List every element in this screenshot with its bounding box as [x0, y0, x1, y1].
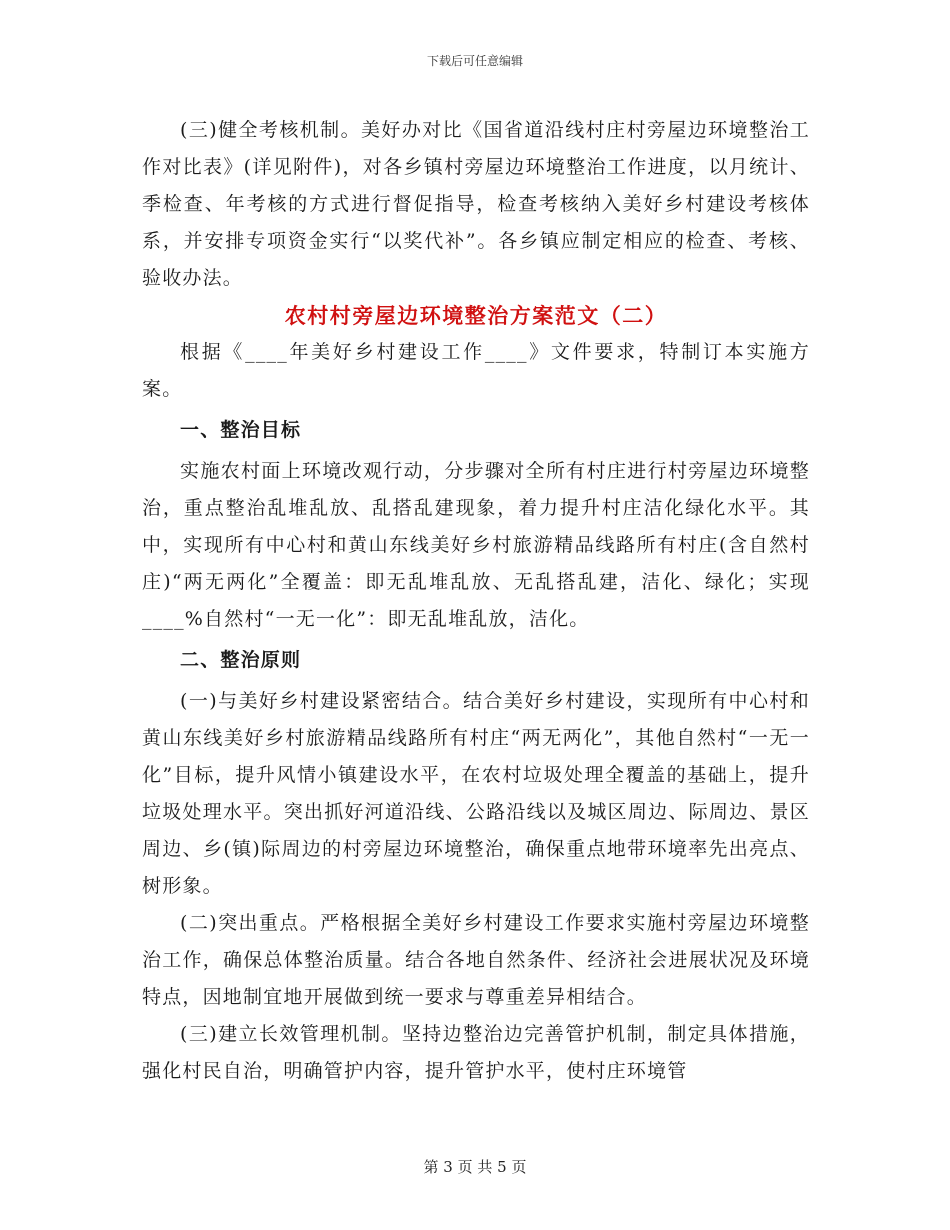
section-heading-principles: 二、整治原则 — [180, 649, 302, 671]
paragraph-intro: 根据《____年美好乡村建设工作____》文件要求，特制订本实施方案。 — [142, 341, 810, 400]
document-title: 农村村旁屋边环境整治方案范文（二） — [284, 303, 668, 328]
paragraph-principle-3: (三)建立长效管理机制。坚持边整治边完善管护机制，制定具体措施，强化村民自治，明确管护内容，提升管护水平，使村庄环境管 — [142, 1023, 810, 1082]
page-header: 下载后可任意编辑 — [426, 54, 523, 68]
paragraph-previous-section: (三)健全考核机制。美好办对比《国省道沿线村庄村旁屋边环境整治工作对比表》(详见附件)，对各乡镇村旁屋边环境整治工作进度，以月统计、季检查、年考核的方式进行督促指导，检查考核纳入美好乡村建设考核体系，并安排专项资金实行“以奖代补”。各乡镇应制定相应的检查、考核、验收办法。 — [142, 119, 810, 289]
paragraph-goals: 实施农村面上环境改观行动，分步骤对全所有村庄进行村旁屋边环境整治，重点整治乱堆乱放、乱搭乱建现象，着力提升村庄洁化绿化水平。其中，实现所有中心村和黄山东线美好乡村旅游精品线路所有村庄(含自然村庄)“两无两化”全覆盖：即无乱堆乱放、无乱搭乱建，洁化、绿化；实现____%自然村“一无一化”：即无乱堆乱放，洁化。 — [142, 460, 810, 630]
paragraph-principle-1: (一)与美好乡村建设紧密结合。结合美好乡村建设，实现所有中心村和黄山东线美好乡村旅游精品线路所有村庄“两无两化”，其他自然村“一无一化”目标，提升风情小镇建设水平，在农村垃圾处理全覆盖的基础上，提升垃圾处理水平。突出抓好河道沿线、公路沿线以及城区周边、际周边、景区周边、乡(镇)际周边的村旁屋边环境整治，确保重点地带环境率先出亮点、树形象。 — [142, 690, 810, 897]
document-body — [142, 112, 810, 1090]
paragraph-principle-2: (二)突出重点。严格根据全美好乡村建设工作要求实施村旁屋边环境整治工作，确保总体整治质量。结合各地自然条件、经济社会进展状况及环境特点，因地制宜地开展做到统一要求与尊重差异相结合。 — [142, 912, 810, 1008]
section-heading-goals: 一、整治目标 — [180, 419, 302, 441]
page-number: 第 3 页 共 5 页 — [423, 1158, 527, 1176]
